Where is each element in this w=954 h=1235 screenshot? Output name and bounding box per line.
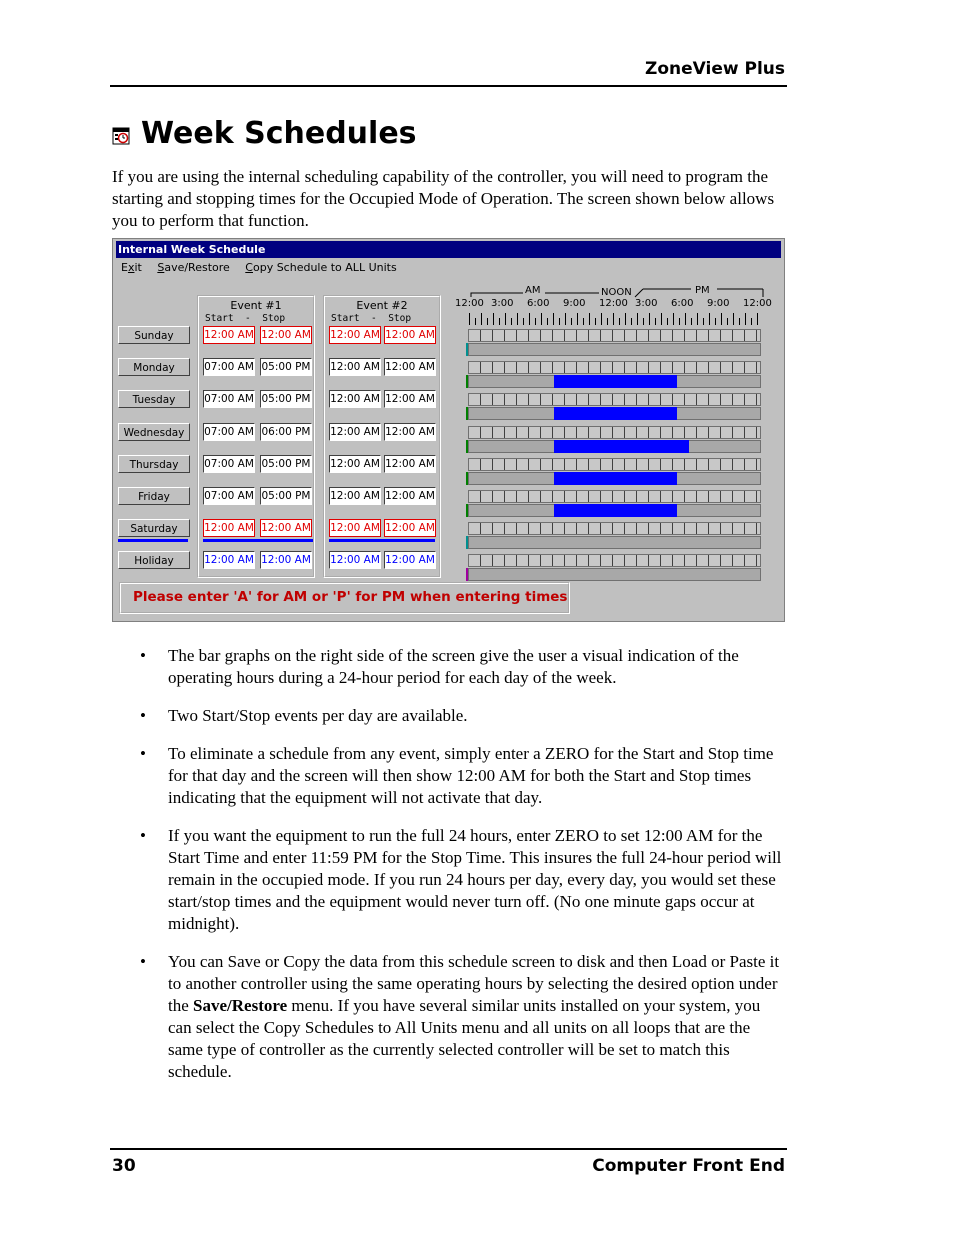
tick-mark: [691, 318, 692, 325]
message-box: Please enter 'A' for AM or 'P' for PM when entering times: [119, 582, 570, 614]
day-bar-occupancy: [468, 407, 761, 420]
day-bar-occupancy: [468, 472, 761, 485]
tick-mark: [505, 313, 506, 325]
day-marker: [466, 504, 468, 517]
tick-label: 3:00: [491, 298, 514, 309]
time-input-e2stop[interactable]: 12:00 AM: [384, 358, 436, 376]
tick-label: 6:00: [671, 298, 694, 309]
tick-mark: [649, 313, 650, 325]
save-restore-term: Save/Restore: [193, 996, 288, 1015]
menu-bar: [121, 261, 409, 277]
day-bar-ticks: [468, 426, 761, 439]
day-marker: [466, 536, 468, 549]
day-bar-ticks: [468, 554, 761, 567]
tick-mark: [643, 318, 644, 325]
tick-mark: [541, 313, 542, 325]
tick-mark: [499, 318, 500, 325]
holiday-separator: [118, 539, 188, 542]
tick-mark: [577, 313, 578, 325]
tick-label: 6:00: [527, 298, 550, 309]
tick-mark: [529, 313, 530, 325]
tick-mark: [493, 313, 494, 325]
day-button-thursday[interactable]: Thursday: [118, 455, 190, 473]
page-title: Week Schedules: [141, 116, 417, 151]
noon-label: NOON: [601, 287, 632, 298]
day-bar-occupancy: [468, 568, 761, 581]
bullet-list: [140, 645, 787, 1099]
tick-mark: [655, 318, 656, 325]
tick-mark: [727, 318, 728, 325]
bullet-item: • If you want the equipment to run the full 24 hours, enter ZERO to set 12:00 AM for the Start Time and enter 11:59 PM for the Stop Time. This insures the full 24-hour period will remain in the occupied mode. If you run 24 hours per day, every day, you would set these start/stop times and the equipment would never turn off. (No one minute gaps occur at midnight).: [140, 825, 787, 935]
occupied-segment: [554, 440, 688, 453]
occupied-segment: [554, 375, 676, 388]
day-bar-ticks: [468, 361, 761, 374]
time-input-e2start[interactable]: 12:00 AM: [329, 551, 381, 569]
bullet-item: • The bar graphs on the right side of the screen give the user a visual indication of the operating hours during a 24-hour period for each day of the week.: [140, 645, 787, 689]
time-input-e1start[interactable]: 07:00 AM: [203, 487, 255, 505]
header-title: ZoneView Plus: [645, 59, 785, 79]
time-input-e1start[interactable]: 07:00 AM: [203, 390, 255, 408]
time-input-e1start[interactable]: 07:00 AM: [203, 423, 255, 441]
tick-mark: [469, 313, 470, 325]
tick-mark: [625, 313, 626, 325]
time-input-e2stop[interactable]: 12:00 AM: [384, 519, 436, 537]
day-marker: [466, 375, 468, 388]
day-bar-occupancy: [468, 504, 761, 517]
intro-paragraph: If you are using the internal scheduling capability of the controller, you will need to program the starting and stopping times for the Occupied Mode of Operation. The screen shown below allows you to perform that function.: [112, 167, 775, 230]
event2-title: Event #2: [356, 299, 408, 312]
day-bar-ticks: [468, 522, 761, 535]
bullet-item: [140, 951, 787, 1083]
tick-mark: [607, 318, 608, 325]
day-marker: [466, 440, 468, 453]
tick-mark: [481, 313, 482, 325]
tick-mark: [571, 318, 572, 325]
time-input-e1stop[interactable]: 12:00 AM: [260, 519, 312, 537]
footer-title: Computer Front End: [592, 1156, 785, 1176]
time-input-e1stop[interactable]: 12:00 AM: [260, 551, 312, 569]
time-input-e2start[interactable]: 12:00 AM: [329, 390, 381, 408]
tick-mark: [637, 313, 638, 325]
event1-title: Event #1: [230, 299, 282, 312]
tick-mark: [703, 318, 704, 325]
day-marker: [466, 407, 468, 420]
tick-mark: [751, 318, 752, 325]
running-header: [110, 58, 787, 87]
day-button-holiday[interactable]: Holiday: [118, 551, 190, 569]
bullet-text-post: menu. If you have several similar units installed on your system, you can select the Copy Schedules to All Units menu and all units on all loops that are the same type of controller as the currently selected controller will be set to match this schedule.: [168, 996, 761, 1081]
tick-mark: [595, 318, 596, 325]
am-label: AM: [525, 285, 541, 296]
tick-mark: [673, 313, 674, 325]
day-button-saturday[interactable]: Saturday: [118, 519, 190, 537]
time-input-e2start[interactable]: 12:00 AM: [329, 326, 381, 344]
time-input-e2stop[interactable]: 12:00 AM: [384, 390, 436, 408]
time-input-e1start[interactable]: 07:00 AM: [203, 358, 255, 376]
time-input-e2start[interactable]: 12:00 AM: [329, 519, 381, 537]
day-bar-occupancy: [468, 440, 761, 453]
menu-copy-schedule[interactable]: Copy Schedule to ALL Units: [245, 261, 397, 274]
occupied-segment: [554, 504, 676, 517]
bullet-item: • Two Start/Stop events per day are available.: [140, 705, 787, 727]
time-input-e1stop[interactable]: 05:00 PM: [260, 455, 312, 473]
day-button-tuesday[interactable]: Tuesday: [118, 390, 190, 408]
tick-mark: [583, 318, 584, 325]
tick-mark: [757, 313, 758, 325]
time-input-e1start[interactable]: 12:00 AM: [203, 326, 255, 344]
tick-mark: [511, 318, 512, 325]
tick-mark: [535, 318, 536, 325]
time-input-e1stop[interactable]: 05:00 PM: [260, 390, 312, 408]
holiday-separator: [203, 539, 313, 542]
tick-mark: [475, 318, 476, 325]
menu-exit[interactable]: Exit: [121, 261, 142, 274]
time-scale: [455, 285, 772, 327]
tick-mark: [709, 313, 710, 325]
tick-label: 3:00: [635, 298, 658, 309]
day-button-monday[interactable]: Monday: [118, 358, 190, 376]
day-marker: [466, 568, 468, 581]
time-input-e1start[interactable]: 12:00 AM: [203, 519, 255, 537]
time-input-e2stop[interactable]: 12:00 AM: [384, 423, 436, 441]
tick-mark: [667, 318, 668, 325]
tick-mark: [523, 318, 524, 325]
day-marker: [466, 343, 468, 356]
tick-mark: [685, 313, 686, 325]
tick-label: 12:00: [743, 298, 772, 309]
day-bar-occupancy: [468, 536, 761, 549]
event1-subheader: Start - Stop: [205, 313, 286, 324]
time-input-e2stop[interactable]: 12:00 AM: [384, 326, 436, 344]
tick-mark: [487, 318, 488, 325]
day-button-friday[interactable]: Friday: [118, 487, 190, 505]
day-bar-ticks: [468, 490, 761, 503]
tick-label: 9:00: [707, 298, 730, 309]
day-button-sunday[interactable]: Sunday: [118, 326, 190, 344]
tick-mark: [739, 318, 740, 325]
tick-mark: [661, 313, 662, 325]
time-input-e1stop[interactable]: 05:00 PM: [260, 358, 312, 376]
tick-mark: [631, 318, 632, 325]
time-input-e2start[interactable]: 12:00 AM: [329, 455, 381, 473]
running-footer: [110, 1148, 787, 1176]
schedule-window: [112, 238, 785, 622]
tick-mark: [679, 318, 680, 325]
window-titlebar: Internal Week Schedule: [116, 241, 781, 258]
tick-mark: [619, 318, 620, 325]
occupied-segment: [554, 472, 676, 485]
tick-mark: [553, 313, 554, 325]
tick-mark: [715, 318, 716, 325]
tick-mark: [697, 313, 698, 325]
tick-mark: [547, 318, 548, 325]
day-bar-occupancy: [468, 375, 761, 388]
bullet-text-pre: You can Save or Copy the data from this schedule screen to disk and then Load or Paste it to another controller using the same operating hours by selecting the desired option under the: [168, 952, 780, 1015]
tick-mark: [613, 313, 614, 325]
event2-subheader: Start - Stop: [331, 313, 412, 324]
day-bar-ticks: [468, 329, 761, 342]
page-number: 30: [112, 1156, 136, 1176]
menu-save-restore[interactable]: Save/Restore: [157, 261, 230, 274]
tick-mark: [745, 313, 746, 325]
tick-mark: [559, 318, 560, 325]
occupied-segment: [554, 407, 676, 420]
time-input-e2stop[interactable]: 12:00 AM: [384, 487, 436, 505]
day-bar-ticks: [468, 458, 761, 471]
tick-mark: [733, 313, 734, 325]
time-input-e2stop[interactable]: 12:00 AM: [384, 455, 436, 473]
time-input-e1start[interactable]: 07:00 AM: [203, 455, 255, 473]
bullet-item: • To eliminate a schedule from any event, simply enter a ZERO for the Start and Stop time for that day and the screen will then show 12:00 AM for both the Start and Stop times indicating that the equipment will not activate that day.: [140, 743, 787, 809]
day-button-wednesday[interactable]: Wednesday: [118, 423, 190, 441]
tick-mark: [589, 313, 590, 325]
tick-mark: [601, 313, 602, 325]
time-input-e2start[interactable]: 12:00 AM: [329, 487, 381, 505]
tick-label: 12:00: [455, 298, 484, 309]
day-bar-occupancy: [468, 343, 761, 356]
time-input-e1stop[interactable]: 05:00 PM: [260, 487, 312, 505]
time-input-e1stop[interactable]: 06:00 PM: [260, 423, 312, 441]
tick-label: 12:00: [599, 298, 628, 309]
time-input-e2start[interactable]: 12:00 AM: [329, 358, 381, 376]
day-marker: [466, 472, 468, 485]
schedule-icon: [112, 127, 130, 145]
pm-label: PM: [695, 285, 710, 296]
time-input-e1start[interactable]: 12:00 AM: [203, 551, 255, 569]
tick-mark: [565, 313, 566, 325]
holiday-separator: [329, 539, 435, 542]
tick-label: 9:00: [563, 298, 586, 309]
time-input-e2start[interactable]: 12:00 AM: [329, 423, 381, 441]
tick-mark: [517, 313, 518, 325]
tick-mark: [721, 313, 722, 325]
day-bar-ticks: [468, 393, 761, 406]
time-input-e1stop[interactable]: 12:00 AM: [260, 326, 312, 344]
time-input-e2stop[interactable]: 12:00 AM: [384, 551, 436, 569]
